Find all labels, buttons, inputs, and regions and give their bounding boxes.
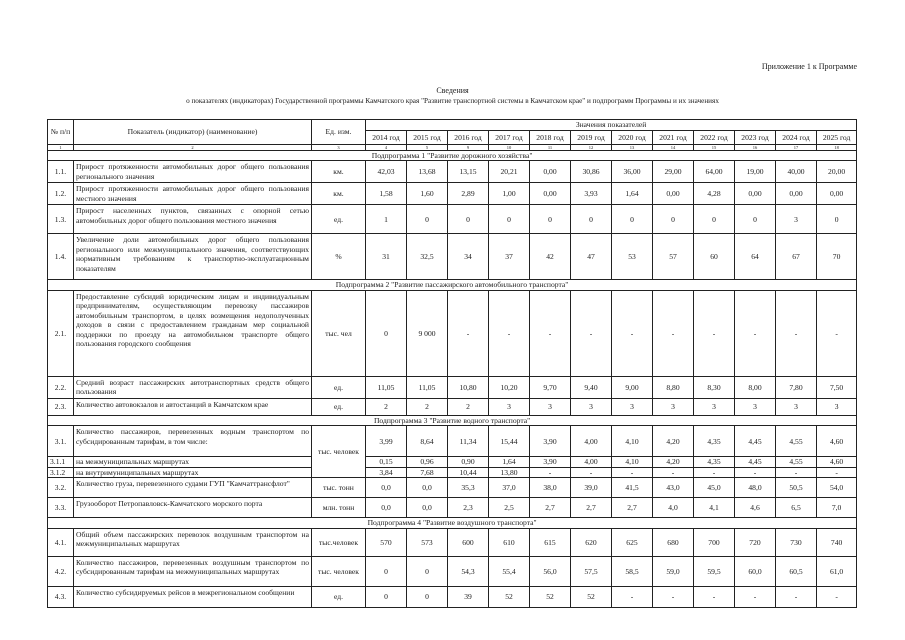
table-row — [48, 478, 857, 498]
column-index: 10 — [489, 145, 530, 151]
head-unit: Ед. изм. — [312, 120, 366, 145]
row-value: 60 — [694, 234, 735, 280]
row-value: - — [776, 467, 817, 477]
row-value: 7,80 — [776, 376, 817, 398]
row-unit: % — [312, 234, 366, 280]
row-value: 37 — [489, 234, 530, 280]
row-value: 4,35 — [694, 457, 735, 467]
row-value: - — [817, 586, 857, 607]
row-value: 11,05 — [366, 376, 407, 398]
row-indicator-name: Количество субсидируемых рейсов в межрегиональном сообщении — [74, 586, 312, 607]
section-header-row — [48, 415, 857, 425]
row-value: 700 — [694, 528, 735, 556]
year-header: 2015 год — [407, 131, 448, 145]
row-value: 19,00 — [735, 161, 776, 183]
row-unit: тыс. тонн — [312, 478, 366, 498]
document-subtitle: о показателях (индикаторах) Государственной программы Камчатского края "Развитие транспортной системы в Камчатском крае" и подпрограмм Программы и их значениях — [186, 97, 719, 105]
row-value: 13,68 — [407, 161, 448, 183]
row-value: 2 — [448, 398, 489, 415]
row-number: 3.3. — [48, 498, 74, 518]
year-header: 2018 год — [530, 131, 571, 145]
row-unit: ед. — [312, 586, 366, 607]
row-value: 10,80 — [448, 376, 489, 398]
row-number: 4.2. — [48, 556, 74, 586]
row-value: 0 — [489, 205, 530, 234]
row-value: - — [653, 586, 694, 607]
row-value: 3 — [489, 398, 530, 415]
row-number: 3.1. — [48, 426, 74, 457]
head-num: № п/п — [48, 120, 74, 145]
row-value: 0,15 — [366, 457, 407, 467]
year-header: 2021 год — [653, 131, 694, 145]
row-value: 573 — [407, 528, 448, 556]
year-header: 2022 год — [694, 131, 735, 145]
row-value: 1,64 — [612, 183, 653, 205]
row-value: - — [735, 586, 776, 607]
row-indicator-name: Количество автовокзалов и автостанций в Камчатском крае — [74, 398, 312, 415]
row-value: 10,44 — [448, 467, 489, 477]
row-value: 9 000 — [407, 290, 448, 376]
row-value: 30,86 — [571, 161, 612, 183]
row-value: 4,1 — [694, 498, 735, 518]
table-subrow — [48, 467, 857, 477]
section-title: Подпрограмма 4 "Развитие воздушного транспорта" — [48, 518, 857, 528]
row-indicator-name: на внутримуниципальных маршрутах — [74, 467, 312, 477]
row-value: 0,0 — [407, 498, 448, 518]
row-value: 0,0 — [366, 478, 407, 498]
row-unit: тыс. чел — [312, 290, 366, 376]
section-title: Подпрограмма 2 "Развитие пассажирского автомобильного транспорта" — [48, 280, 857, 290]
row-value: 3 — [694, 398, 735, 415]
row-value: 0 — [366, 290, 407, 376]
row-value: 0,0 — [366, 498, 407, 518]
row-value: 11,34 — [448, 426, 489, 457]
table-row — [48, 426, 857, 457]
row-value: 8,00 — [735, 376, 776, 398]
row-value: 4,60 — [817, 426, 857, 457]
row-value: 59,0 — [653, 556, 694, 586]
table-row — [48, 161, 857, 183]
head-values: Значения показателей — [366, 120, 857, 131]
row-value: 3 — [530, 398, 571, 415]
row-value: 4,0 — [653, 498, 694, 518]
column-index: 2 — [74, 145, 312, 151]
row-value: - — [653, 290, 694, 376]
row-number: 1.3. — [48, 205, 74, 234]
row-value: 3,90 — [530, 426, 571, 457]
row-value: 4,55 — [776, 426, 817, 457]
column-index: 12 — [571, 145, 612, 151]
row-indicator-name: Грузооборот Петропавловск-Камчатского морского порта — [74, 498, 312, 518]
row-value: 4,10 — [612, 457, 653, 467]
row-value: - — [694, 467, 735, 477]
row-value: 1 — [366, 205, 407, 234]
row-unit: км. — [312, 183, 366, 205]
year-header: 2024 год — [776, 131, 817, 145]
row-value: - — [530, 467, 571, 477]
row-value: 0,00 — [530, 183, 571, 205]
column-index: 13 — [612, 145, 653, 151]
row-value: 3,84 — [366, 467, 407, 477]
row-value: 0 — [694, 205, 735, 234]
head-name: Показатель (индикатор) (наименование) — [74, 120, 312, 145]
row-value: 2,5 — [489, 498, 530, 518]
row-value: 9,70 — [530, 376, 571, 398]
row-value: 0,00 — [776, 183, 817, 205]
table-row — [48, 556, 857, 586]
row-unit: тыс.человек — [312, 528, 366, 556]
row-value: 20,21 — [489, 161, 530, 183]
row-indicator-name: Прирост протяженности автомобильных дорог общего пользования местного значения — [74, 183, 312, 205]
row-value: 4,10 — [612, 426, 653, 457]
row-value: - — [612, 467, 653, 477]
column-index: 17 — [776, 145, 817, 151]
row-value: 1,60 — [407, 183, 448, 205]
row-value: 615 — [530, 528, 571, 556]
row-value: 1,00 — [489, 183, 530, 205]
row-value: 2,7 — [612, 498, 653, 518]
row-unit: ед. — [312, 205, 366, 234]
row-unit: ед. — [312, 376, 366, 398]
row-value: 0 — [407, 205, 448, 234]
row-value: 0 — [653, 205, 694, 234]
column-index: 11 — [530, 145, 571, 151]
row-value: 1,64 — [489, 457, 530, 467]
year-header: 2025 год — [817, 131, 857, 145]
row-value: 57,5 — [571, 556, 612, 586]
row-value: 38,0 — [530, 478, 571, 498]
row-value: 64 — [735, 234, 776, 280]
row-value: - — [612, 586, 653, 607]
table-subrow — [48, 457, 857, 467]
row-number: 4.1. — [48, 528, 74, 556]
row-value: 11,05 — [407, 376, 448, 398]
row-value: 13,15 — [448, 161, 489, 183]
row-value: 3 — [776, 398, 817, 415]
row-value: 0,00 — [530, 161, 571, 183]
row-value: - — [653, 467, 694, 477]
row-value: 70 — [817, 234, 857, 280]
row-value: 3,99 — [366, 426, 407, 457]
row-value: 52 — [571, 586, 612, 607]
row-value: 32,5 — [407, 234, 448, 280]
row-value: - — [448, 290, 489, 376]
row-value: 4,20 — [653, 426, 694, 457]
row-value: - — [694, 586, 735, 607]
row-unit: ед. — [312, 398, 366, 415]
row-value: 0,96 — [407, 457, 448, 467]
table-row — [48, 586, 857, 607]
row-value: - — [817, 467, 857, 477]
row-value: 0 — [817, 205, 857, 234]
row-value: 7,0 — [817, 498, 857, 518]
row-value: 3 — [817, 398, 857, 415]
row-indicator-name: Средний возраст пассажирских автотранспортных средств общего пользования — [74, 376, 312, 398]
row-unit: млн. тонн — [312, 498, 366, 518]
year-header: 2023 год — [735, 131, 776, 145]
row-value: 39,0 — [571, 478, 612, 498]
year-header: 2014 год — [366, 131, 407, 145]
row-value: - — [735, 290, 776, 376]
row-number: 3.1.1 — [48, 457, 74, 467]
row-number: 3.2. — [48, 478, 74, 498]
row-number: 1.1. — [48, 161, 74, 183]
row-value: 8,30 — [694, 376, 735, 398]
row-value: 3 — [776, 205, 817, 234]
row-value: 2,3 — [448, 498, 489, 518]
row-value: 42 — [530, 234, 571, 280]
row-value: 4,6 — [735, 498, 776, 518]
row-value: 4,60 — [817, 457, 857, 467]
column-index: 14 — [653, 145, 694, 151]
row-value: 8,64 — [407, 426, 448, 457]
table-row — [48, 205, 857, 234]
row-value: 42,03 — [366, 161, 407, 183]
row-value: 0 — [530, 205, 571, 234]
row-value: 41,5 — [612, 478, 653, 498]
row-value: 3 — [653, 398, 694, 415]
column-index: 1 — [48, 145, 74, 151]
row-value: 0 — [366, 556, 407, 586]
row-value: 35,3 — [448, 478, 489, 498]
section-header-row — [48, 151, 857, 161]
row-indicator-name: Увеличение доли автомобильных дорог общего пользования регионального или межмуниципального значения, соответствующих нормативным требованиям к транспортно-эксплуатационным показателям — [74, 234, 312, 280]
row-value: - — [817, 290, 857, 376]
row-value: 56,0 — [530, 556, 571, 586]
row-value: - — [612, 290, 653, 376]
table-row — [48, 234, 857, 280]
row-value: - — [776, 586, 817, 607]
row-value: 45,0 — [694, 478, 735, 498]
row-value: - — [571, 290, 612, 376]
row-value: 55,4 — [489, 556, 530, 586]
row-value: - — [694, 290, 735, 376]
row-unit: км. — [312, 161, 366, 183]
row-indicator-name: на межмуниципальных маршрутах — [74, 457, 312, 467]
row-value: 52 — [530, 586, 571, 607]
row-value: 4,00 — [571, 426, 612, 457]
row-value: 625 — [612, 528, 653, 556]
row-value: 0,00 — [817, 183, 857, 205]
row-value: 0,0 — [407, 478, 448, 498]
row-indicator-name: Прирост протяженности автомобильных дорог общего пользования регионального значения — [74, 161, 312, 183]
row-indicator-name: Общий объем пассажирских перевозок воздушным транспортом на межмуниципальных маршрутах — [74, 528, 312, 556]
row-value: 40,00 — [776, 161, 817, 183]
column-index: 4 — [366, 145, 407, 151]
year-header: 2020 год — [612, 131, 653, 145]
row-value: 620 — [571, 528, 612, 556]
row-value: 1,58 — [366, 183, 407, 205]
row-indicator-name: Предоставление субсидий юридическим лицам и индивидуальным предпринимателям, осуществляющим перевозку пассажиров автомобильным транспортом, в целях возмещения недополученных доходов в связи с предоставлением гражданам мер социальной поддержки по проезду на автомобильном транспорте общего пользования городского сообщения — [74, 290, 312, 376]
row-value: 39 — [448, 586, 489, 607]
document-title: Сведения — [436, 86, 469, 95]
row-value: 7,68 — [407, 467, 448, 477]
row-value: 4,45 — [735, 426, 776, 457]
column-index: 9 — [448, 145, 489, 151]
row-value: 740 — [817, 528, 857, 556]
row-value: 570 — [366, 528, 407, 556]
table-row — [48, 528, 857, 556]
row-indicator-name: Количество пассажиров, перевезенных воздушным транспортом по субсидированным тарифам на межмуниципальных маршрутах — [74, 556, 312, 586]
section-header-row — [48, 518, 857, 528]
row-value: 60,0 — [735, 556, 776, 586]
row-value: 2,7 — [571, 498, 612, 518]
row-value: 43,0 — [653, 478, 694, 498]
column-index: 18 — [817, 145, 857, 151]
year-header: 2019 год — [571, 131, 612, 145]
row-value: 0 — [612, 205, 653, 234]
row-value: 3 — [571, 398, 612, 415]
row-unit: тыс. человек — [312, 556, 366, 586]
row-value: 60,5 — [776, 556, 817, 586]
row-value: 3,93 — [571, 183, 612, 205]
appendix-label: Приложение 1 к Программе — [761, 62, 857, 71]
row-indicator-name: Количество груза, перевезенного судами ГУП "Камчаттрансфлот" — [74, 478, 312, 498]
row-value: 4,20 — [653, 457, 694, 467]
row-value: 37,0 — [489, 478, 530, 498]
row-value: 8,80 — [653, 376, 694, 398]
row-value: 48,0 — [735, 478, 776, 498]
row-value: 10,20 — [489, 376, 530, 398]
indicators-table — [47, 119, 857, 608]
row-number: 4.3. — [48, 586, 74, 607]
row-indicator-name: Количество пассажиров, перевезенных водным транспортом по субсидированным тарифам, в том числе: — [74, 426, 312, 457]
row-value: 680 — [653, 528, 694, 556]
row-value: 7,50 — [817, 376, 857, 398]
row-number: 3.1.2 — [48, 467, 74, 477]
row-value: 2,89 — [448, 183, 489, 205]
table-row — [48, 498, 857, 518]
row-value: 29,00 — [653, 161, 694, 183]
row-value: 34 — [448, 234, 489, 280]
table-row — [48, 376, 857, 398]
row-unit: тыс. человек — [312, 426, 366, 478]
row-value: 4,00 — [571, 457, 612, 467]
table-row — [48, 183, 857, 205]
row-value: - — [489, 290, 530, 376]
row-value: 0,00 — [653, 183, 694, 205]
row-value: 52 — [489, 586, 530, 607]
row-value: 9,00 — [612, 376, 653, 398]
row-value: 50,5 — [776, 478, 817, 498]
row-value: 730 — [776, 528, 817, 556]
row-value: 4,45 — [735, 457, 776, 467]
row-value: 0 — [571, 205, 612, 234]
table-row — [48, 290, 857, 376]
row-value: 58,5 — [612, 556, 653, 586]
row-number: 1.4. — [48, 234, 74, 280]
row-value: 610 — [489, 528, 530, 556]
row-number: 2.3. — [48, 398, 74, 415]
row-value: 54,0 — [817, 478, 857, 498]
table-row — [48, 398, 857, 415]
row-value: 0,90 — [448, 457, 489, 467]
row-value: 59,5 — [694, 556, 735, 586]
row-value: - — [776, 290, 817, 376]
section-title: Подпрограмма 1 "Развитие дорожного хозяйства" — [48, 151, 857, 161]
row-value: 6,5 — [776, 498, 817, 518]
row-value: 15,44 — [489, 426, 530, 457]
row-value: 57 — [653, 234, 694, 280]
row-value: 67 — [776, 234, 817, 280]
row-value: 0 — [448, 205, 489, 234]
row-value: 4,55 — [776, 457, 817, 467]
row-value: 3 — [612, 398, 653, 415]
row-value: 53 — [612, 234, 653, 280]
row-value: 2 — [366, 398, 407, 415]
row-value: 2,7 — [530, 498, 571, 518]
row-value: 20,00 — [817, 161, 857, 183]
row-value: - — [530, 290, 571, 376]
row-indicator-name: Прирост населенных пунктов, связанных с опорной сетью автомобильных дорог общего пользования местного значения — [74, 205, 312, 234]
row-value: 720 — [735, 528, 776, 556]
row-value: 31 — [366, 234, 407, 280]
row-value: 2 — [407, 398, 448, 415]
column-index: 5 — [407, 145, 448, 151]
column-index: 16 — [735, 145, 776, 151]
row-value: 0 — [735, 205, 776, 234]
row-value: 3 — [735, 398, 776, 415]
row-value: 47 — [571, 234, 612, 280]
row-number: 1.2. — [48, 183, 74, 205]
column-index: 3 — [312, 145, 366, 151]
row-value: 54,3 — [448, 556, 489, 586]
row-value: 9,40 — [571, 376, 612, 398]
year-header: 2017 год — [489, 131, 530, 145]
row-value: - — [571, 467, 612, 477]
column-index: 15 — [694, 145, 735, 151]
section-header-row — [48, 280, 857, 290]
row-value: 4,28 — [694, 183, 735, 205]
row-value: 4,35 — [694, 426, 735, 457]
row-number: 2.2. — [48, 376, 74, 398]
row-value: 0 — [407, 586, 448, 607]
section-title: Подпрограмма 3 "Развитие водного транспорта" — [48, 415, 857, 425]
row-value: - — [735, 467, 776, 477]
row-value: 3,90 — [530, 457, 571, 467]
row-value: 0 — [366, 586, 407, 607]
row-value: 13,80 — [489, 467, 530, 477]
row-value: 61,0 — [817, 556, 857, 586]
row-value: 600 — [448, 528, 489, 556]
row-value: 0 — [407, 556, 448, 586]
row-value: 0,00 — [735, 183, 776, 205]
row-value: 36,00 — [612, 161, 653, 183]
row-number: 2.1. — [48, 290, 74, 376]
row-value: 64,00 — [694, 161, 735, 183]
year-header: 2016 год — [448, 131, 489, 145]
